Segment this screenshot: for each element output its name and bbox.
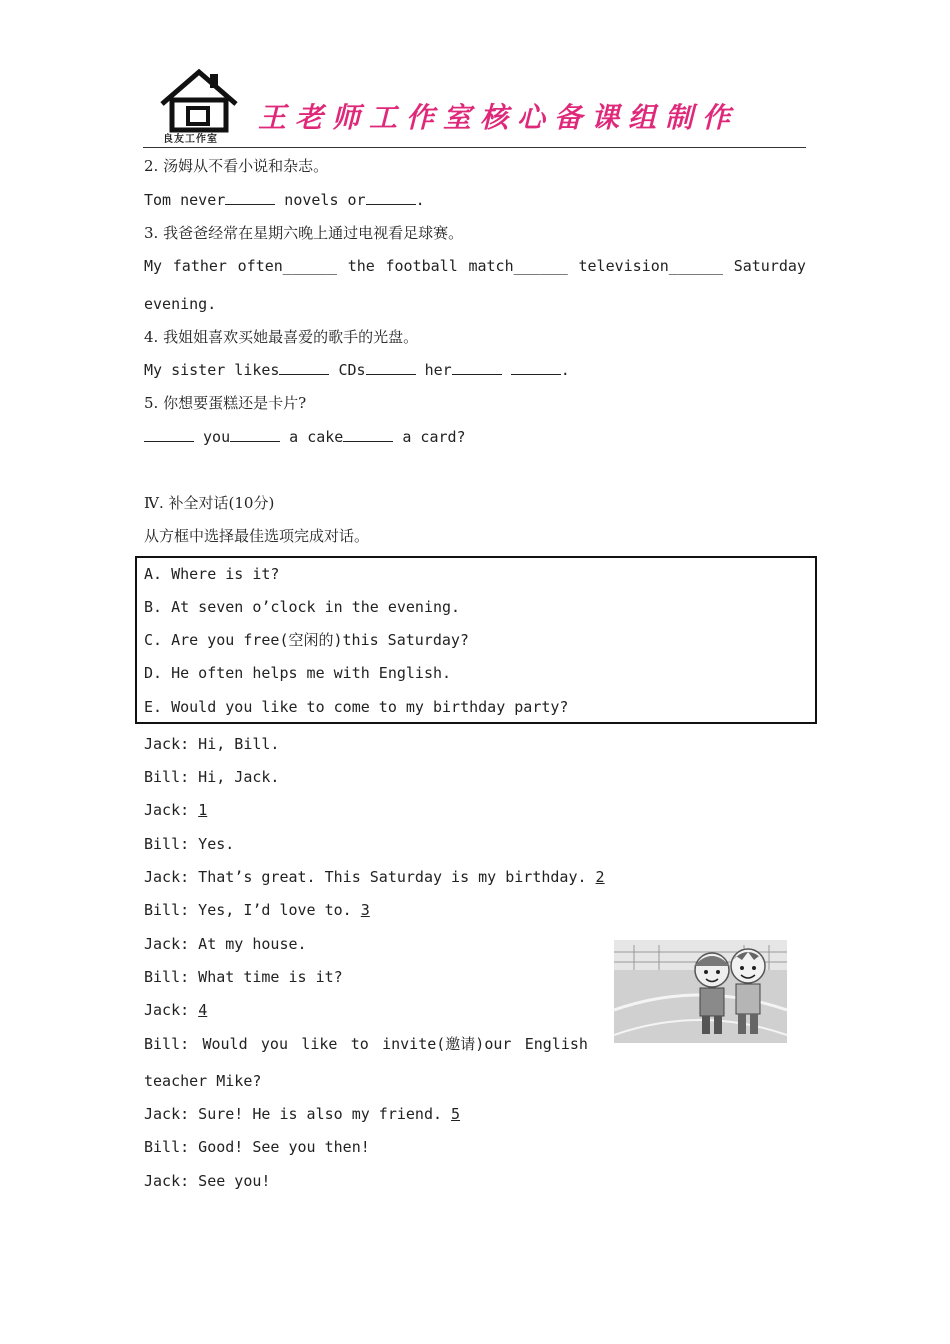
section4-title: Ⅳ. 补全对话(10分) bbox=[144, 494, 275, 512]
blank bbox=[366, 360, 416, 375]
q3-chinese: 3. 我爸爸经常在星期六晚上通过电视看足球赛。 bbox=[144, 224, 464, 242]
answer-blank-2: 2 bbox=[595, 868, 605, 886]
header-banner: 王老师工作室核心备课组制作 bbox=[258, 101, 740, 134]
two-boys-picture bbox=[614, 940, 787, 1043]
header-divider bbox=[143, 147, 806, 148]
dialogue-line: Bill: What time is it? bbox=[144, 968, 343, 986]
option-a: A. Where is it? bbox=[144, 565, 280, 583]
dialogue-line: Bill: Yes. bbox=[144, 835, 235, 853]
q5-chinese: 5. 你想要蛋糕还是卡片? bbox=[144, 394, 307, 412]
dialogue-line: Jack: 1 bbox=[144, 801, 208, 819]
bill-invite-tail: teacher Mike? bbox=[144, 1072, 262, 1090]
blank bbox=[279, 360, 329, 375]
blank bbox=[511, 360, 561, 375]
section4-instruction: 从方框中选择最佳选项完成对话。 bbox=[144, 527, 370, 545]
q4-chinese: 4. 我姐姐喜欢买她最喜爱的歌手的光盘。 bbox=[144, 328, 419, 346]
blank bbox=[144, 427, 194, 442]
blank bbox=[343, 427, 393, 442]
option-b: B. At seven o’clock in the evening. bbox=[144, 598, 461, 616]
blank bbox=[225, 190, 275, 205]
dialogue-line: Jack: That’s great. This Saturday is my birthday. 2 bbox=[144, 868, 605, 886]
q3-english: My father often______ the football match______ television______ Saturday bbox=[144, 257, 806, 275]
q5-english: you a cake a card? bbox=[144, 427, 466, 447]
q2-chinese: 2. 汤姆从不看小说和杂志。 bbox=[144, 157, 329, 175]
blank bbox=[230, 427, 280, 442]
dialogue-line: Jack: Hi, Bill. bbox=[144, 735, 280, 753]
answer-blank-5: 5 bbox=[451, 1105, 461, 1123]
q4-english: My sister likes CDs her . bbox=[144, 361, 570, 379]
answer-blank-4: 4 bbox=[198, 1001, 208, 1019]
option-e: E. Would you like to come to my birthday party? bbox=[144, 698, 569, 716]
dialogue-line: Jack: Sure! He is also my friend. 5 bbox=[144, 1105, 461, 1123]
q3-english-tail: evening. bbox=[144, 295, 217, 313]
dialogue-line: Jack: 4 bbox=[144, 1001, 208, 1019]
dialogue-line: Bill: Yes, I’d love to. 3 bbox=[144, 901, 370, 919]
answer-blank-3: 3 bbox=[360, 901, 370, 919]
dialogue-line: Jack: See you! bbox=[144, 1172, 271, 1190]
answer-blank-1: 1 bbox=[198, 801, 208, 819]
logo-caption: 良友工作室 bbox=[163, 134, 218, 145]
dialogue-line: Bill: Hi, Jack. bbox=[144, 768, 280, 786]
option-d: D. He often helps me with English. bbox=[144, 664, 452, 682]
q2-english: Tom never novels or . bbox=[144, 191, 425, 209]
blank bbox=[366, 190, 416, 205]
dialogue-line: Jack: At my house. bbox=[144, 935, 307, 953]
dialogue-line: Bill: Good! See you then! bbox=[144, 1138, 370, 1156]
option-c: C. Are you free(空闲的)this Saturday? bbox=[144, 631, 469, 649]
blank bbox=[452, 360, 502, 375]
bill-invite-line: Bill: Would you like to invite(邀请)our English bbox=[144, 1035, 588, 1053]
